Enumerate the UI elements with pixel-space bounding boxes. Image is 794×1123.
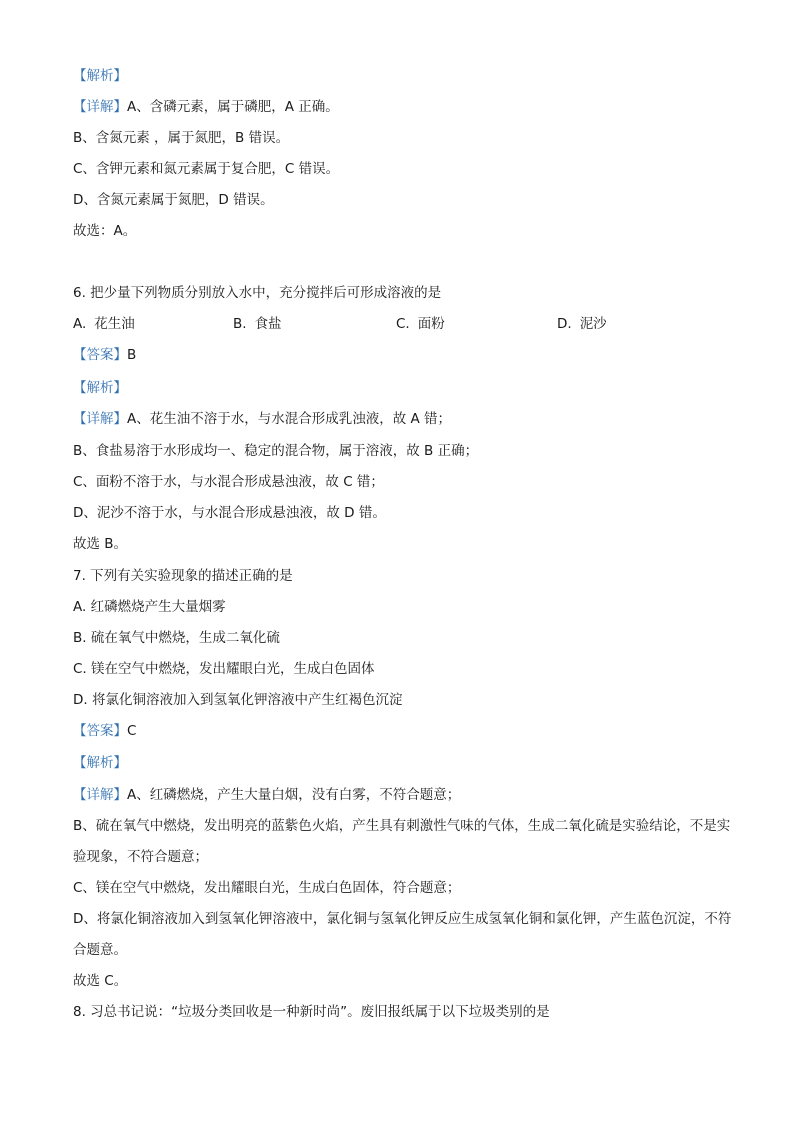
- answer-value: B: [127, 347, 137, 363]
- option-letter: A.: [73, 316, 87, 332]
- option-d: D. 将氯化铜溶液加入到氢氧化钾溶液中产生红褐色沉淀: [73, 692, 403, 708]
- conclusion-line: 故选：A。: [73, 223, 137, 239]
- answer-label: 【答案】: [73, 723, 127, 739]
- detail-text: A、红磷燃烧，产生大量白烟，没有白雾，不符合题意；: [127, 787, 461, 803]
- option-letter: D.: [557, 316, 572, 332]
- detail-text: A、花生油不溶于水，与水混合形成乳浊液，故 A 错；: [127, 411, 452, 427]
- option-text: 食盐: [254, 316, 282, 332]
- question-stem: 7. 下列有关实验现象的描述正确的是: [73, 568, 293, 584]
- conclusion-line: 故选 C。: [73, 973, 128, 989]
- analysis-heading: [73, 66, 734, 86]
- option-a: [73, 314, 135, 334]
- detail-label: 【详解】: [73, 411, 127, 427]
- explanation-line: C、镁在空气中燃烧，发出耀眼白光，生成白色固体，符合题意；: [73, 880, 461, 896]
- option-text: 花生油: [94, 316, 135, 332]
- explanation-line: D、泥沙不溶于水，与水混合形成悬浊液，故 D 错。: [73, 505, 386, 521]
- analysis-heading: [73, 753, 734, 773]
- option-c: [396, 314, 445, 334]
- analysis-label: 【解析】: [73, 68, 127, 84]
- answer-line: [73, 345, 734, 365]
- analysis-heading: [73, 378, 734, 398]
- explanation-paragraph: B、硫在氧气中燃烧，发出明亮的蓝紫色火焰，产生具有刺激性气味的气体，生成二氧化硫是实验结论，不是实验现象，不符合题意；: [73, 818, 731, 865]
- option-text: 面粉: [417, 316, 445, 332]
- answer-value: C: [127, 723, 137, 739]
- answer-line: [73, 721, 734, 741]
- explanation-line: B、含氮元素 ，属于氮肥，B 错误。: [73, 130, 290, 146]
- option-b: B. 硫在氧气中燃烧，生成二氧化硫: [73, 630, 280, 646]
- option-b: [233, 314, 282, 334]
- detail-label: 【详解】: [73, 99, 127, 115]
- conclusion-line: 故选 B。: [73, 536, 128, 552]
- explanation-line: B、食盐易溶于水形成均一、稳定的混合物，属于溶液，故 B 正确；: [73, 443, 479, 459]
- detail-label: 【详解】: [73, 787, 127, 803]
- option-letter: B.: [233, 316, 247, 332]
- option-text: 泥沙: [579, 316, 607, 332]
- answer-label: 【答案】: [73, 347, 127, 363]
- detail-line: [73, 97, 734, 117]
- explanation-paragraph: D、将氯化铜溶液加入到氢氧化钾溶液中，氯化铜与氢氧化钾反应生成氢氧化铜和氯化钾，产生蓝色沉淀，不符合题意。: [73, 911, 732, 958]
- analysis-label: 【解析】: [73, 380, 127, 396]
- option-d: [557, 314, 607, 334]
- explanation-line: C、面粉不溶于水，与水混合形成悬浊液，故 C 错；: [73, 474, 384, 490]
- option-a: A. 红磷燃烧产生大量烟雾: [73, 599, 226, 615]
- detail-line: [73, 409, 734, 429]
- explanation-line: D、含氮元素属于氮肥，D 错误。: [73, 192, 274, 208]
- question-stem: 8. 习总书记说：“垃圾分类回收是一种新时尚”。废旧报纸属于以下垃圾类别的是: [73, 1004, 550, 1020]
- analysis-label: 【解析】: [73, 755, 127, 771]
- detail-line: [73, 785, 734, 805]
- option-letter: C.: [396, 316, 410, 332]
- detail-text: A、含磷元素，属于磷肥，A 正确。: [127, 99, 339, 115]
- question-stem: 6. 把少量下列物质分别放入水中，充分搅拌后可形成溶液的是: [73, 285, 442, 301]
- explanation-line: C、含钾元素和氮元素属于复合肥，C 错误。: [73, 161, 340, 177]
- option-c: C. 镁在空气中燃烧，发出耀眼白光，生成白色固体: [73, 661, 375, 677]
